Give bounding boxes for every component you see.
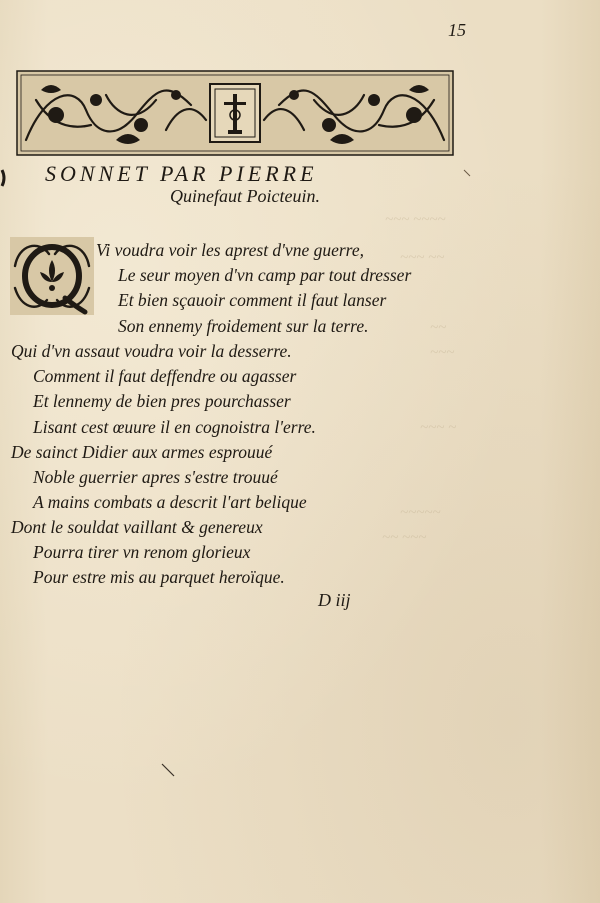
- show-through-texture: ~~~~~: [400, 505, 441, 521]
- poem-line: Vi voudra voir les aprest d'vne guerre,: [96, 240, 364, 260]
- poem-line: Pourra tirer vn renom glorieux: [33, 542, 251, 562]
- poem-line: Et bien sçauoir comment il faut lanser: [118, 290, 387, 310]
- poem-title: SONNET PAR PIERRE: [45, 161, 318, 186]
- poem-line: Noble guerrier apres s'estre trouué: [33, 467, 278, 487]
- ornamented-initial: [9, 236, 95, 316]
- poem-line: Lisant cest œuure il en cognoistra l'erre.: [33, 417, 316, 437]
- poem-line: A mains combats a descrit l'art belique: [33, 492, 307, 512]
- poem-line: Comment il faut deffendre ou agasser: [33, 366, 297, 386]
- ink-speck: [160, 762, 176, 778]
- ink-speck: [0, 168, 8, 188]
- page-number: 15: [448, 20, 466, 40]
- signature-mark: D iij: [318, 590, 351, 610]
- poem-line: Le seur moyen d'vn camp par tout dresser: [118, 265, 412, 285]
- ink-speck: [462, 168, 472, 178]
- show-through-texture: ~~ ~~~: [382, 530, 427, 546]
- poem-line: Son ennemy froidement sur la terre.: [118, 316, 369, 336]
- show-through-texture: ~~~ ~~: [400, 250, 445, 266]
- poem-line: De sainct Didier aux armes esprouué: [11, 442, 273, 462]
- show-through-texture: ~~: [430, 320, 447, 336]
- show-through-texture: ~~~ ~: [420, 420, 457, 436]
- poem-line: Et lennemy de bien pres pourchasser: [33, 391, 291, 411]
- ornamental-headpiece-icon: [16, 70, 454, 156]
- poem-line: Dont le souldat vaillant & genereux: [11, 517, 263, 537]
- poem-line: Qui d'vn assaut voudra voir la desserre.: [11, 341, 292, 361]
- poem-line: Pour estre mis au parquet heroïque.: [33, 567, 285, 587]
- poem-subtitle: Quinefaut Poicteuin.: [170, 186, 320, 206]
- show-through-texture: ~~~ ~~~~: [385, 212, 446, 228]
- show-through-texture: ~~~: [430, 345, 455, 361]
